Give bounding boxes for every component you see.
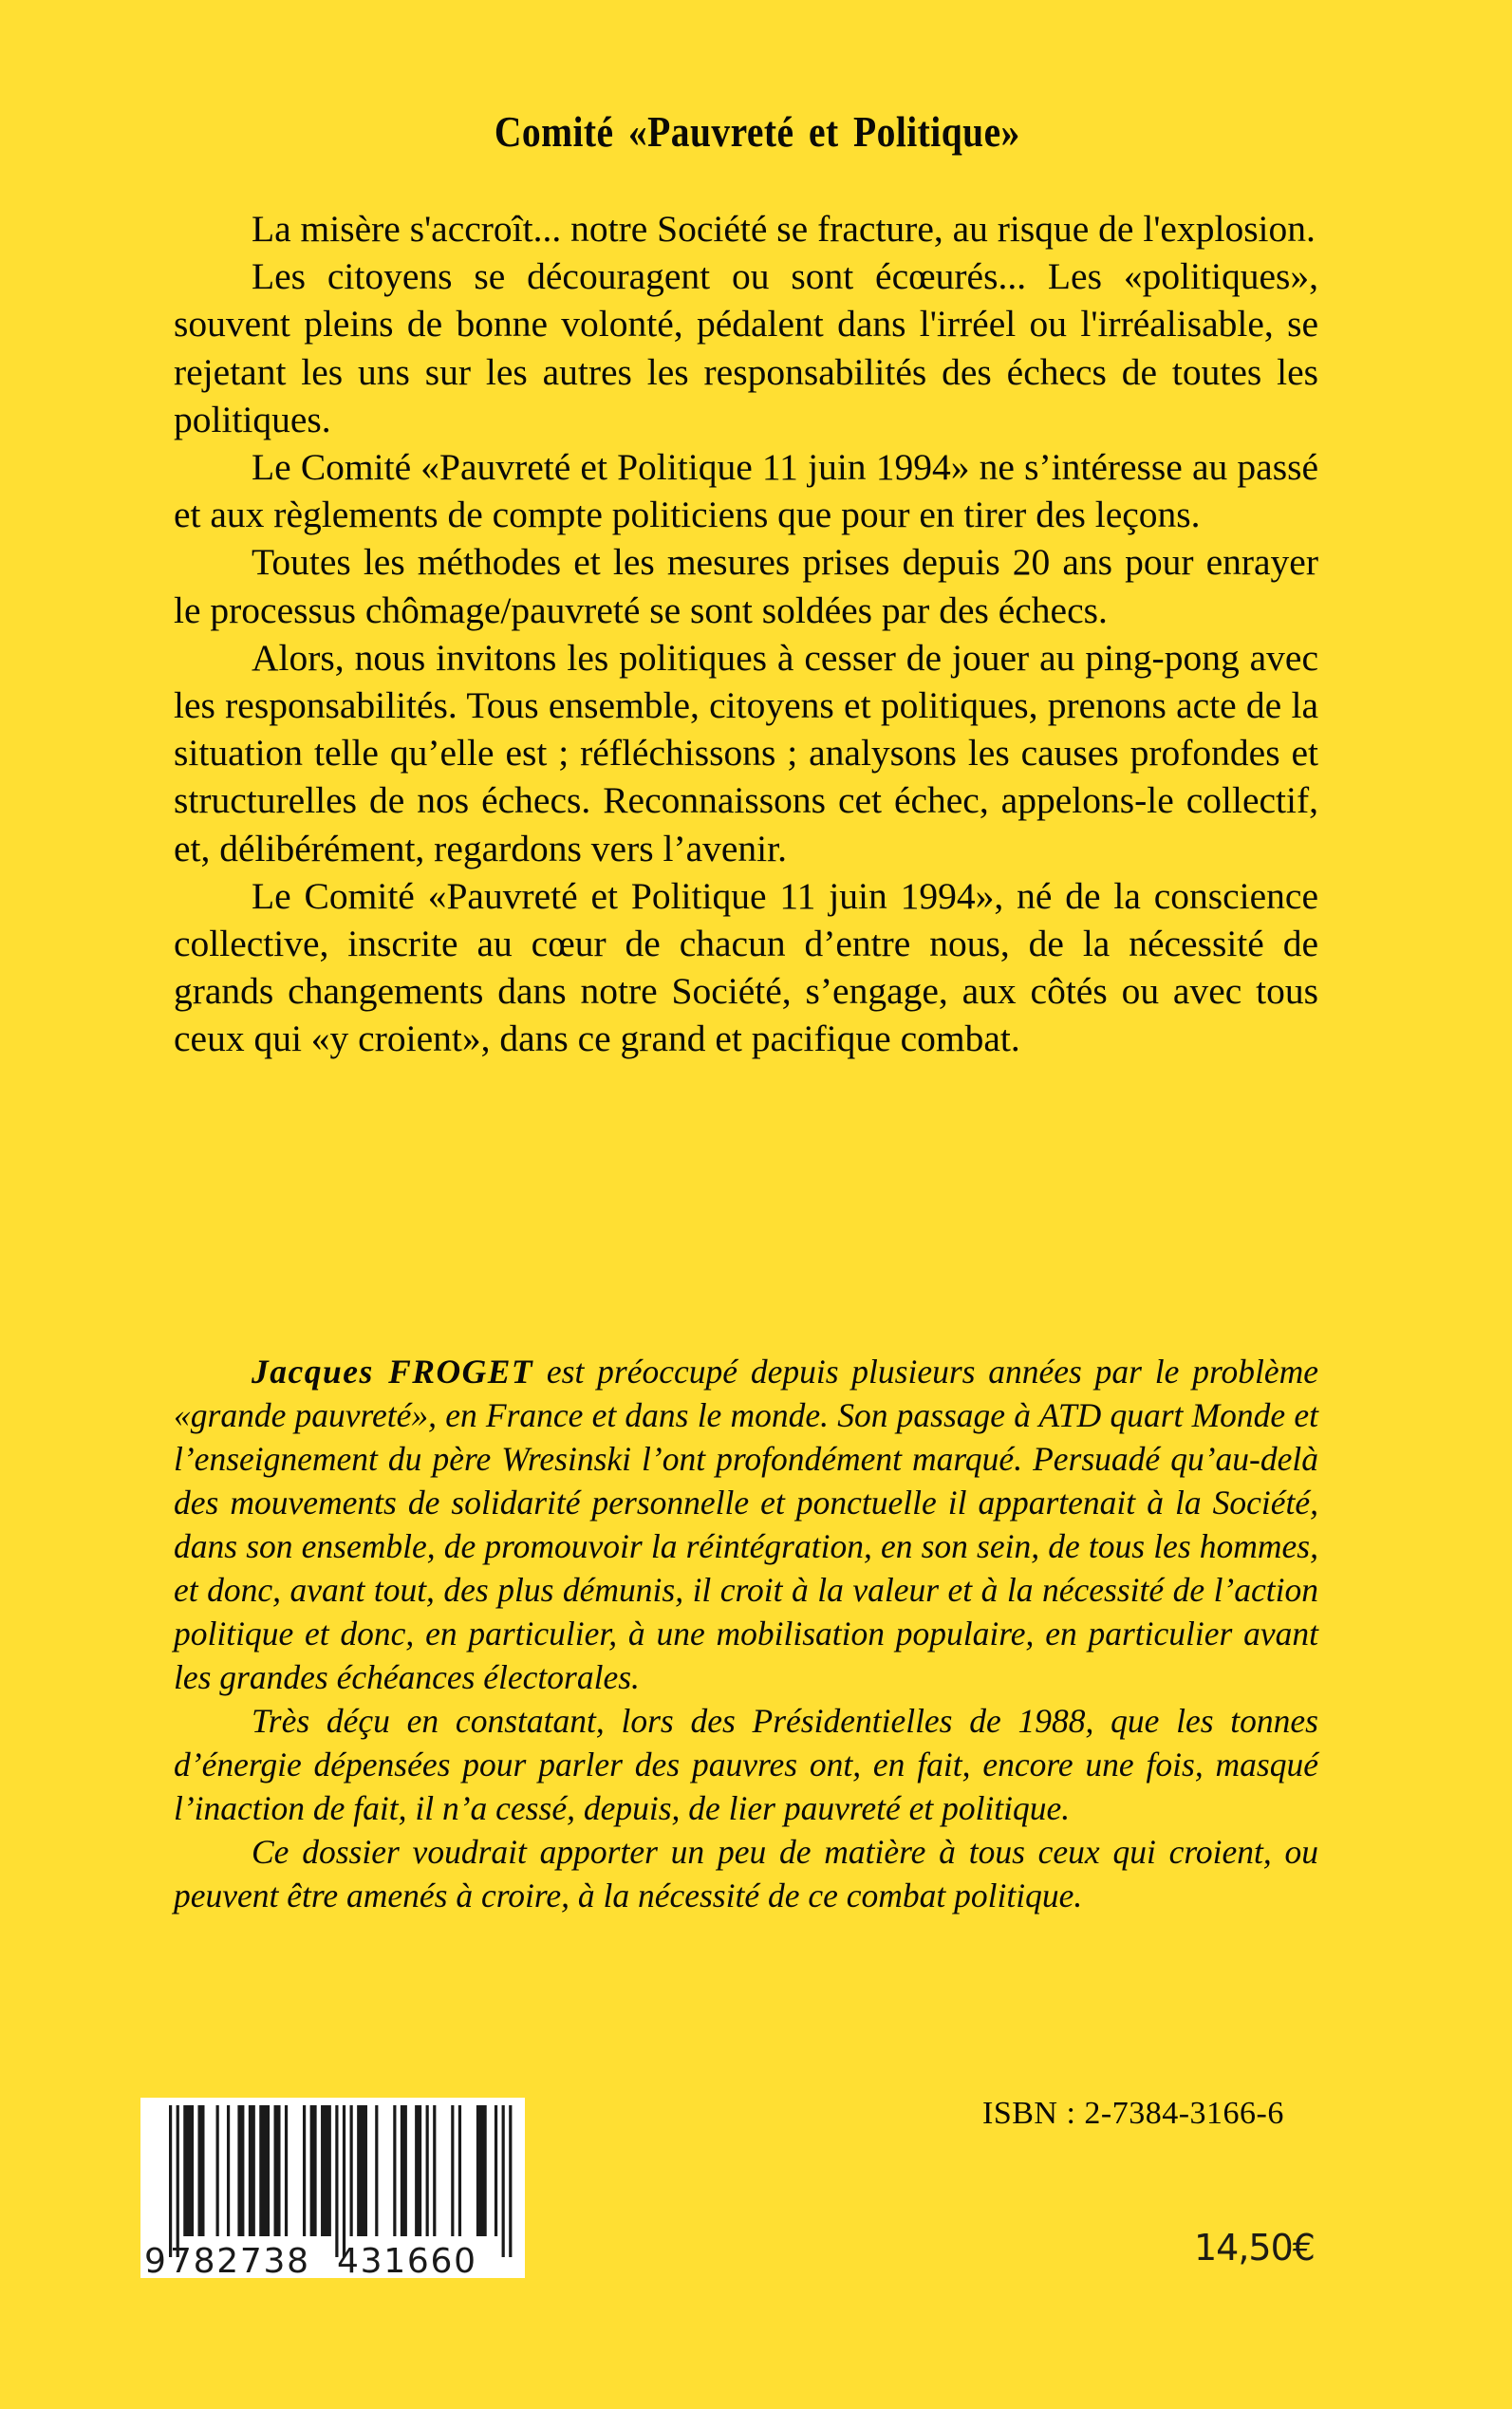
bio-paragraph: Très déçu en constatant, lors des Présidentielles de 1988, que les tonnes d’énergie dépensées pour parler des pauvres ont, en fait, encore une fois, masqué l’inaction de fait, il n’a cessé, depuis, de lier pauvreté et politique. [174, 1702, 1318, 1827]
barcode-right-digits: 431660 [337, 2242, 476, 2278]
statement-paragraph: Le Comité «Pauvreté et Politique 11 juin 1994», né de la conscience collective, inscrite au cœur de chacun d’entre nous, de la nécessité de grands changements dans notre Société, s’engage, aux côtés ou avec tous ceux qui «y croient», dans ce grand et pacifique combat. [174, 874, 1318, 1060]
bio-paragraph [174, 1350, 1318, 1699]
committee-statement [174, 205, 1318, 1063]
barcode-left-digits: 782738 [170, 2242, 308, 2278]
isbn-label: ISBN : 2-7384-3166-6 [982, 2096, 1284, 2131]
statement-paragraph: Le Comité «Pauvreté et Politique 11 juin 1994» ne s’intéresse au passé et aux règlements de compte politiciens que pour en tirer des leçons. [174, 446, 1318, 536]
barcode-first-digit: 9 [144, 2242, 166, 2278]
statement-paragraph: La misère s'accroît... notre Société se fracture, au risque de l'explosion. [252, 208, 1316, 250]
bio-paragraph: Ce dossier voudrait apporter un peu de matière à tous ceux qui croient, ou peuvent être amenés à croire, à la nécessité de ce combat politique. [174, 1833, 1318, 1914]
book-title: Comité «Pauvreté et Politique» [494, 107, 1020, 156]
author-name: Jacques FROGET [252, 1353, 534, 1391]
bio-paragraph-text: est préoccupé depuis plusieurs années par le problème «grande pauvreté», en France et dans le monde. Son passage à ATD quart Monde et l’enseignement du père Wresinski l’ont profondément marqué. Persuadé qu’au-delà des mouvements de solidarité personnelle et ponctuelle il appartenait à la Société, dans son ensemble, de promouvoir la réintégration, en son sein, de tous les hommes, et donc, avant tout, des plus démunis, il croit à la valeur et à la nécessité de l’action politique et donc, en particulier, à une mobilisation populaire, en particulier avant les grandes échéances électorales. [174, 1353, 1318, 1696]
statement-paragraph: Toutes les méthodes et les mesures prises depuis 20 ans pour enrayer le processus chômage/pauvreté se sont soldées par des échecs. [174, 541, 1318, 631]
barcode-bars-icon [140, 2098, 525, 2278]
statement-paragraph: Alors, nous invitons les politiques à cesser de jouer au ping-pong avec les responsabilités. Tous ensemble, citoyens et politiques, prenons acte de la situation telle qu’elle est ; réfléchissons ; analysons les causes profondes et structurelles de nos échecs. Reconnaissons cet échec, appelons-le collectif, et, délibérément, regardons vers l’avenir. [174, 636, 1318, 869]
author-biography [174, 1350, 1318, 1917]
price-label: 14,50€ [1194, 2227, 1315, 2269]
ean13-barcode [140, 2098, 525, 2278]
statement-paragraph: Les citoyens se découragent ou sont écœurés... Les «politiques», souvent pleins de bonne volonté, pédalent dans l'irréel ou l'irréalisable, se rejetant les uns sur les autres les responsabilités des échecs de toutes les politiques. [174, 255, 1318, 440]
